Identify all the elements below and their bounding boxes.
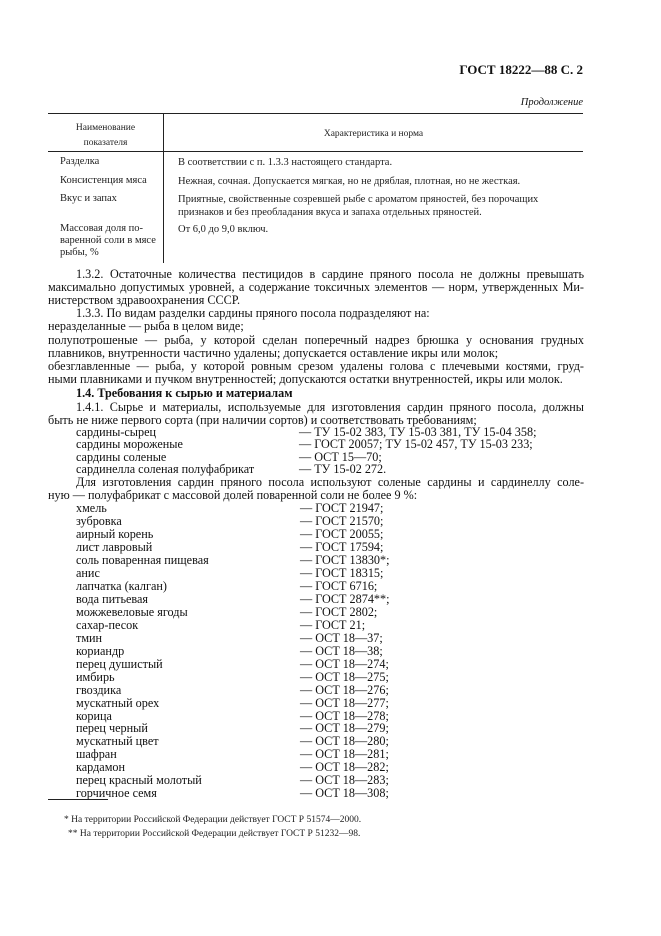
list-item-standard: — ГОСТ 21570; bbox=[300, 514, 384, 528]
quality-table bbox=[48, 113, 583, 263]
footnote-separator bbox=[48, 799, 108, 800]
list-item-name: сардины соленые bbox=[76, 450, 167, 464]
table-top-border bbox=[48, 113, 583, 114]
page-header: ГОСТ 18222—88 С. 2 bbox=[459, 62, 583, 77]
table-column-divider bbox=[163, 151, 164, 263]
list-item-standard: — ОСТ 18—282; bbox=[300, 760, 389, 774]
list-item-name: лапчатка (калган) bbox=[76, 579, 167, 593]
list-item-standard: — ГОСТ 21; bbox=[300, 618, 366, 632]
list-item-standard: — ОСТ 18—276; bbox=[300, 683, 389, 697]
list-item-name: имбирь bbox=[76, 670, 115, 684]
list-item-standard: — ОСТ 18—38; bbox=[300, 644, 383, 658]
paragraph-1-4-1-line-2: быть не ниже первого сорта (при наличии сортов) и соответствовать требованиям; bbox=[48, 413, 477, 427]
cut-type-semi-gutted-line-2: плавников, внутренности частично удалены; допускается оставление икры или молок; bbox=[48, 346, 499, 360]
paragraph-1-4-1-line-1: 1.4.1. Сырье и материалы, используемые для изготовления сардин пряного посола, должны bbox=[76, 400, 584, 414]
list-item-name: сахар-песок bbox=[76, 618, 139, 632]
table-row-name: Вкус и запах bbox=[60, 193, 117, 204]
list-item-standard: — ОСТ 15—70; bbox=[299, 450, 382, 464]
list-item-name: перец душистый bbox=[76, 657, 163, 671]
list-item-name: зубровка bbox=[76, 514, 122, 528]
cut-type-semi-gutted-line-1: полупотрошеные — рыба, у которой сделан поперечный надрез брюшка у основания грудных bbox=[48, 333, 584, 347]
list-item-name: перец красный молотый bbox=[76, 773, 202, 787]
continuation-label: Продолжение bbox=[520, 97, 583, 108]
table-row-value: В соответствии с п. 1.3.3 настоящего стандарта. bbox=[178, 157, 393, 168]
list-item-standard: — ОСТ 18—308; bbox=[300, 786, 389, 800]
section-heading-1-4: 1.4. Требования к сырью и материалам bbox=[76, 386, 293, 400]
list-item-standard: — ОСТ 18—279; bbox=[300, 721, 389, 735]
list-item-name: тмин bbox=[76, 631, 103, 645]
table-row-name: Массовая доля по- варенной соли в мясе рыбы, % bbox=[60, 223, 156, 258]
list-item-name: сардинелла соленая полуфабрикат bbox=[76, 462, 255, 476]
footnote-2: ** На территории Российской Федерации действует ГОСТ Р 51232—98. bbox=[68, 829, 361, 839]
list-item-standard: — ГОСТ 20057; ТУ 15-02 457, ТУ 15-03 233; bbox=[299, 437, 533, 451]
list-item-standard: — ОСТ 18—274; bbox=[300, 657, 389, 671]
table-header-border bbox=[48, 151, 583, 152]
list-item-name: перец черный bbox=[76, 721, 148, 735]
list-item-name: кориандр bbox=[76, 644, 125, 658]
list-item-name: кардамон bbox=[76, 760, 126, 774]
cut-type-ungutted: неразделанные — рыба в целом виде; bbox=[48, 319, 244, 333]
table-row-name: Разделка bbox=[60, 156, 100, 167]
table-header-indicator: Наименование показателя bbox=[75, 123, 136, 148]
table-row-name: Консистенция мяса bbox=[60, 175, 147, 186]
list-item-name: гвоздика bbox=[76, 683, 122, 697]
list-item-name: соль поваренная пищевая bbox=[76, 553, 209, 567]
list-item-name: сардины мороженые bbox=[76, 437, 183, 451]
paragraph-for-manufacture-line-2: ную — полуфабрикат с массовой долей поваренной соли не более 9 %: bbox=[48, 488, 418, 502]
list-item-standard: — ОСТ 18—275; bbox=[300, 670, 389, 684]
list-item-standard: — ГОСТ 2874**; bbox=[300, 592, 390, 606]
list-item-name: сардины-сырец bbox=[76, 425, 157, 439]
table-row-value: От 6,0 до 9,0 включ. bbox=[178, 224, 269, 235]
list-item-name: шафран bbox=[76, 747, 117, 761]
list-item-name: анис bbox=[76, 566, 100, 580]
list-item-standard: — ОСТ 18—278; bbox=[300, 709, 389, 723]
list-item-standard: — ГОСТ 17594; bbox=[300, 540, 384, 554]
cut-type-headless-line-2: ными плавниками и пучком внутренностей; допускаются остатки внутренностей, икры или молок. bbox=[48, 372, 563, 386]
paragraph-1-3-2-line-3: нистерством здравоохранения СССР. bbox=[48, 293, 241, 307]
paragraph-1-3-2-line-1: 1.3.2. Остаточные количества пестицидов в сардине пряного посола не должны превышать bbox=[76, 267, 584, 281]
list-item-standard: — ТУ 15-02 272. bbox=[299, 462, 387, 476]
table-header-characteristic: Характеристика и норма bbox=[323, 129, 424, 139]
list-item-standard: — ГОСТ 6716; bbox=[300, 579, 378, 593]
table-row-value: Нежная, сочная. Допускается мягкая, но не дряблая, плотная, но не жесткая. bbox=[178, 176, 521, 187]
list-item-standard: — ОСТ 18—280; bbox=[300, 734, 389, 748]
list-item-name: лист лавровый bbox=[76, 540, 153, 554]
list-item-name: горчичное семя bbox=[76, 786, 157, 800]
table-row-value: Приятные, свойственные созревшей рыбе с ароматом пряностей, без порочащих признаков и без преобладания вкуса и запаха отдельных пряностей. bbox=[178, 194, 539, 218]
list-item-name: можжевеловые ягоды bbox=[76, 605, 188, 619]
list-item-name: мускатный орех bbox=[76, 696, 160, 710]
list-item-standard: — ТУ 15-02 383, ТУ 15-03 381, ТУ 15-04 358; bbox=[299, 425, 537, 439]
list-item-standard: — ОСТ 18—277; bbox=[300, 696, 389, 710]
list-item-standard: — ГОСТ 13830*; bbox=[300, 553, 390, 567]
cut-type-headless-line-1: обезглавленные — рыба, у которой ровным срезом удалены голова с плечевыми костями, груд- bbox=[48, 359, 584, 373]
footnote-1: * На территории Российской Федерации действует ГОСТ Р 51574—2000. bbox=[64, 815, 362, 825]
list-item-standard: — ОСТ 18—281; bbox=[300, 747, 389, 761]
list-item-name: корица bbox=[76, 709, 112, 723]
list-item-standard: — ОСТ 18—37; bbox=[300, 631, 383, 645]
list-item-name: аирный корень bbox=[76, 527, 154, 541]
list-item-standard: — ГОСТ 2802; bbox=[300, 605, 378, 619]
paragraph-1-3-3: 1.3.3. По видам разделки сардины пряного посола подразделяют на: bbox=[76, 306, 430, 320]
list-item-standard: — ГОСТ 21947; bbox=[300, 501, 384, 515]
list-item-standard: — ГОСТ 18315; bbox=[300, 566, 384, 580]
list-item-name: вода питьевая bbox=[76, 592, 149, 606]
list-item-standard: — ГОСТ 20055; bbox=[300, 527, 384, 541]
list-item-standard: — ОСТ 18—283; bbox=[300, 773, 389, 787]
list-item-name: мускатный цвет bbox=[76, 734, 159, 748]
paragraph-for-manufacture-line-1: Для изготовления сардин пряного посола используют соленые сардины и сардинеллу соле- bbox=[76, 475, 584, 489]
list-item-name: хмель bbox=[76, 501, 107, 515]
paragraph-1-3-2-line-2: максимально допустимых уровней, а содержание токсичных элементов — норм, утвержденных Ми- bbox=[48, 280, 584, 294]
